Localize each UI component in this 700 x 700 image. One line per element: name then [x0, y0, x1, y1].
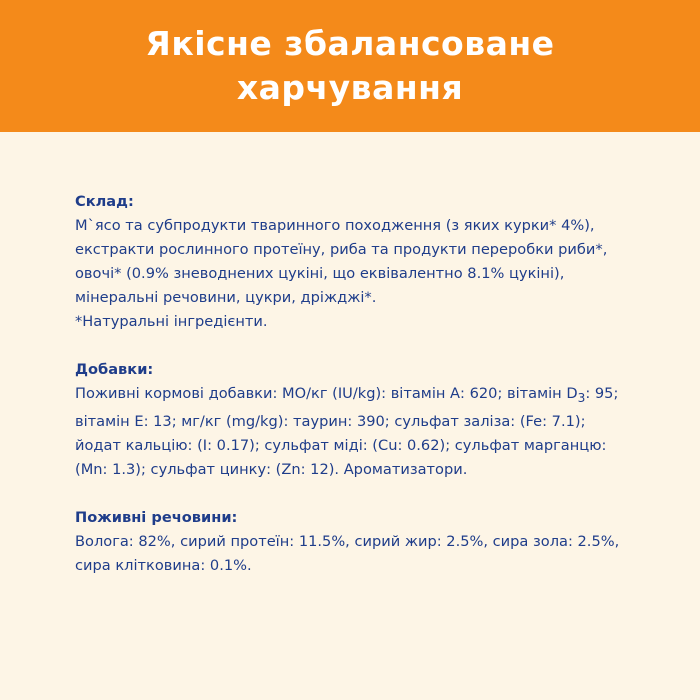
nutrients-heading: Поживні речовини:: [75, 508, 238, 526]
additives-heading: Добавки:: [75, 361, 154, 378]
composition-section: [75, 190, 635, 334]
additives-text-part2: : 95; вітамін Е: 13; мг/кг (mg/kg): таурин: 390; сульфат заліза: (Fe: 7.1); йодат кальцію: (I: 0.17); сульфат міді: (Cu: 0.62); сульфат марганцю: (Mn: 1.3); сульфат цинку: (Zn: 12). Ароматизатори.: [75, 385, 619, 478]
composition-text: М`ясо та субпродукти тваринного походження (з яких курки* 4%), екстракти рослинного протеїну, риба та продукти переробки риби*, овочі* (0.9% зневоднених цукіні, що еквівалентно 8.1% цукіні), мінеральні речовини, цукри, дріжджі*.: [75, 217, 608, 306]
header-banner: [0, 0, 700, 132]
nutrients-text: Волога: 82%, сирий протеїн: 11.5%, сирий жир: 2.5%, сира зола: 2.5%, сира клітковина: 0.1%.: [75, 532, 620, 574]
additives-text-part1: Поживні кормові добавки: МО/кг (IU/kg): вітамін А: 620; вітамін D: [75, 385, 578, 402]
composition-heading: Склад:: [75, 193, 134, 210]
additives-section: [75, 358, 635, 482]
additives-subscript: 3: [577, 390, 586, 405]
nutrients-section: [75, 506, 635, 578]
composition-note: *Натуральні інгредієнти.: [75, 313, 268, 330]
additives-text: [75, 382, 635, 482]
ingredients-content: [75, 190, 635, 602]
title-line-1: Якісне збалансоване: [145, 24, 555, 63]
page-title: [145, 22, 554, 110]
title-line-2: харчування: [236, 68, 464, 107]
